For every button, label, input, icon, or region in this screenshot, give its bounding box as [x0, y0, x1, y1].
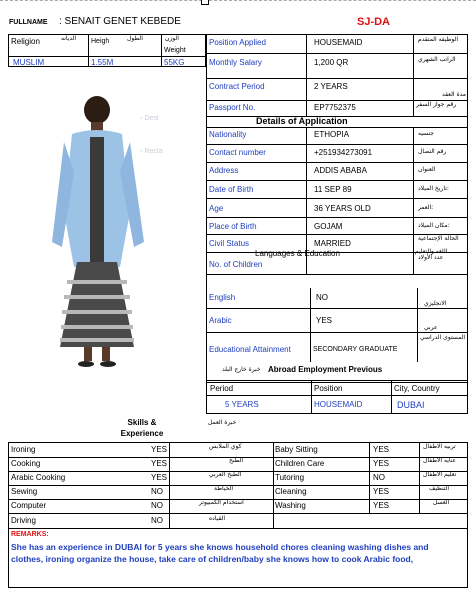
passport-label: Passport No.	[209, 103, 256, 112]
languages-title-ar: اللغه والتعليم	[415, 248, 448, 255]
details-row-ar: العمر:	[418, 204, 434, 211]
skill-value: YES	[151, 473, 168, 482]
skills-table	[8, 442, 468, 529]
details-row-label: Civil Status	[209, 239, 250, 248]
salary-ar-label: الراتب الشهري	[418, 56, 456, 63]
arabic-ar: عربي	[424, 324, 438, 331]
details-row-ar: العنوان	[418, 166, 436, 173]
watermark-text-1: ▫ Dest	[140, 115, 159, 122]
contract-ar-label: مدة العقد	[442, 91, 466, 98]
skill-label: Sewing	[11, 487, 38, 496]
remarks-box	[8, 528, 468, 588]
skill-label: Driving	[11, 516, 36, 525]
agency-name: SJ-DA	[357, 16, 391, 28]
candidate-photo	[22, 92, 172, 372]
salary-value: 1,200 QR	[314, 58, 349, 67]
height-ar-label: الطول	[127, 35, 143, 42]
skill-ar: تربيه الاطفال	[423, 443, 456, 450]
skill-label: Baby Sitting	[275, 445, 318, 454]
skill-label: Computer	[11, 501, 47, 510]
skill-value: YES	[151, 445, 168, 454]
abroad-title-ar: خبرة خارج البلد	[222, 366, 261, 373]
salary-label: Monthly Salary	[209, 58, 262, 67]
skill-ar: التنظيف	[429, 485, 450, 492]
weight-value: 55KG	[164, 58, 185, 67]
remarks-text: She has an experience in DUBAI for 5 years she knows household chores cleaning washing dishes and clothes, ironing organize the house, take care of children/baby she knows how to cook Arabic food,	[11, 542, 429, 564]
skill-label: Cooking	[11, 459, 41, 468]
education-ar: المستوى الدراسي	[420, 334, 466, 341]
education-label: Educational Attainment	[209, 345, 291, 354]
religion-ar-label: الديانه	[61, 35, 77, 42]
position-label: Position Applied	[209, 38, 266, 47]
details-row-value: +251934273091	[314, 148, 373, 157]
abroad-period-label: Period	[210, 384, 234, 393]
skill-label: Washing	[275, 501, 306, 510]
position-ar-label: الوظيفه المتقدم	[418, 36, 459, 43]
skill-ar: القياده	[209, 515, 225, 522]
skill-value: YES	[151, 459, 168, 468]
english-value: NO	[316, 293, 328, 302]
height-value: 1.55M	[91, 58, 114, 67]
fullname-label: FULLNAME	[9, 19, 48, 26]
religion-label: Religion	[11, 37, 40, 46]
skills-title-ar: خبرة العمل	[208, 419, 237, 426]
abroad-country-label: City, Country	[394, 384, 440, 393]
details-row-ar: تاريخ الميلاد:	[418, 185, 449, 192]
english-label: English	[209, 293, 236, 302]
height-label: Heigh	[91, 38, 110, 45]
fullname-value: : SENAIT GENET KEBEDE	[59, 16, 181, 27]
skill-value: YES	[373, 445, 390, 454]
details-row-value: 36 YEARS OLD	[314, 204, 371, 213]
details-row-label: Age	[209, 204, 224, 213]
remarks-label: REMARKS:	[11, 531, 49, 538]
details-row-label: No. of Children	[209, 260, 263, 269]
english-ar: الانجليزي	[424, 300, 447, 307]
details-row-label: Address	[209, 166, 239, 175]
languages-title: Languages & Education	[255, 249, 340, 258]
skill-value: NO	[151, 501, 163, 510]
details-row-value: 11 SEP 89	[314, 185, 352, 194]
watermark-text-2: ▫ Recta	[140, 148, 163, 155]
details-row-ar: الحالة الإجتماعية	[418, 235, 459, 242]
skill-ar: الطبخ العربي	[209, 471, 242, 478]
religion-value: MUSLIM	[13, 58, 45, 67]
skill-value: YES	[373, 459, 390, 468]
skill-label: Cleaning	[275, 487, 307, 496]
skill-ar: الطبخ	[229, 457, 244, 464]
details-row-ar: مكان الميلاد:	[418, 222, 450, 229]
passport-value: EP7752375	[314, 103, 356, 112]
bio-table	[8, 34, 206, 67]
details-row-label: Date of Birth	[209, 185, 254, 194]
skill-label: Tutoring	[275, 473, 305, 482]
skill-label: Children Care	[275, 459, 325, 468]
skill-ar: كوي الملابس	[209, 443, 242, 450]
skills-title: Skills & Experience	[120, 418, 164, 438]
abroad-period-value: 5 YEARS	[225, 400, 259, 409]
skill-ar: تعليم الاطفال	[423, 471, 457, 478]
skill-value: YES	[373, 501, 390, 510]
skill-label: Ironing	[11, 445, 36, 454]
skill-label: Arabic Cooking	[11, 473, 66, 482]
details-row-value: ETHOPIA	[314, 130, 350, 139]
skill-ar: عنايه الاطفال	[423, 457, 457, 464]
abroad-position-label: Position	[314, 384, 343, 393]
abroad-table	[206, 380, 468, 414]
skill-value: NO	[151, 516, 163, 525]
skill-value: NO	[373, 473, 385, 482]
arabic-value: YES	[316, 316, 333, 325]
details-row-label: Contact number	[209, 148, 266, 157]
details-title: Details of Application	[256, 116, 348, 126]
details-row-value: MARRIED	[314, 239, 351, 248]
position-value: HOUSEMAID	[314, 38, 363, 47]
skill-ar: الخياطة	[214, 485, 233, 492]
education-value: SECONDARY GRADUATE	[313, 346, 398, 353]
page-top-edge	[0, 0, 476, 3]
abroad-position-value: HOUSEMAID	[314, 400, 363, 409]
arabic-label: Arabic	[209, 316, 232, 325]
skill-value: NO	[151, 487, 163, 496]
languages-table	[206, 288, 468, 362]
details-row-label: Nationality	[209, 130, 247, 139]
abroad-title: Abroad Employment Previous	[268, 365, 383, 374]
skill-ar: الغسل	[433, 499, 450, 506]
details-row-value: GOJAM	[314, 222, 343, 231]
abroad-country-value: DUBAI	[397, 400, 425, 410]
details-row-value: ADDIS ABABA	[314, 166, 367, 175]
skill-ar: استخدام الكمبيوتر	[199, 499, 244, 506]
details-row-ar: عدد الأولاد	[418, 254, 444, 261]
weight-label: Weight	[164, 47, 186, 54]
column-handle[interactable]	[201, 0, 209, 5]
contract-value: 2 YEARS	[314, 82, 348, 91]
contract-label: Contract Period	[209, 82, 265, 91]
details-row-ar: رقم التصال	[418, 148, 447, 155]
details-row-ar: جنسيه	[418, 130, 434, 137]
details-row-label: Place of Birth	[209, 222, 257, 231]
weight-ar-label: الوزن	[165, 35, 179, 42]
passport-ar-label: رقم جواز السفر	[416, 101, 457, 108]
skill-value: YES	[373, 487, 390, 496]
